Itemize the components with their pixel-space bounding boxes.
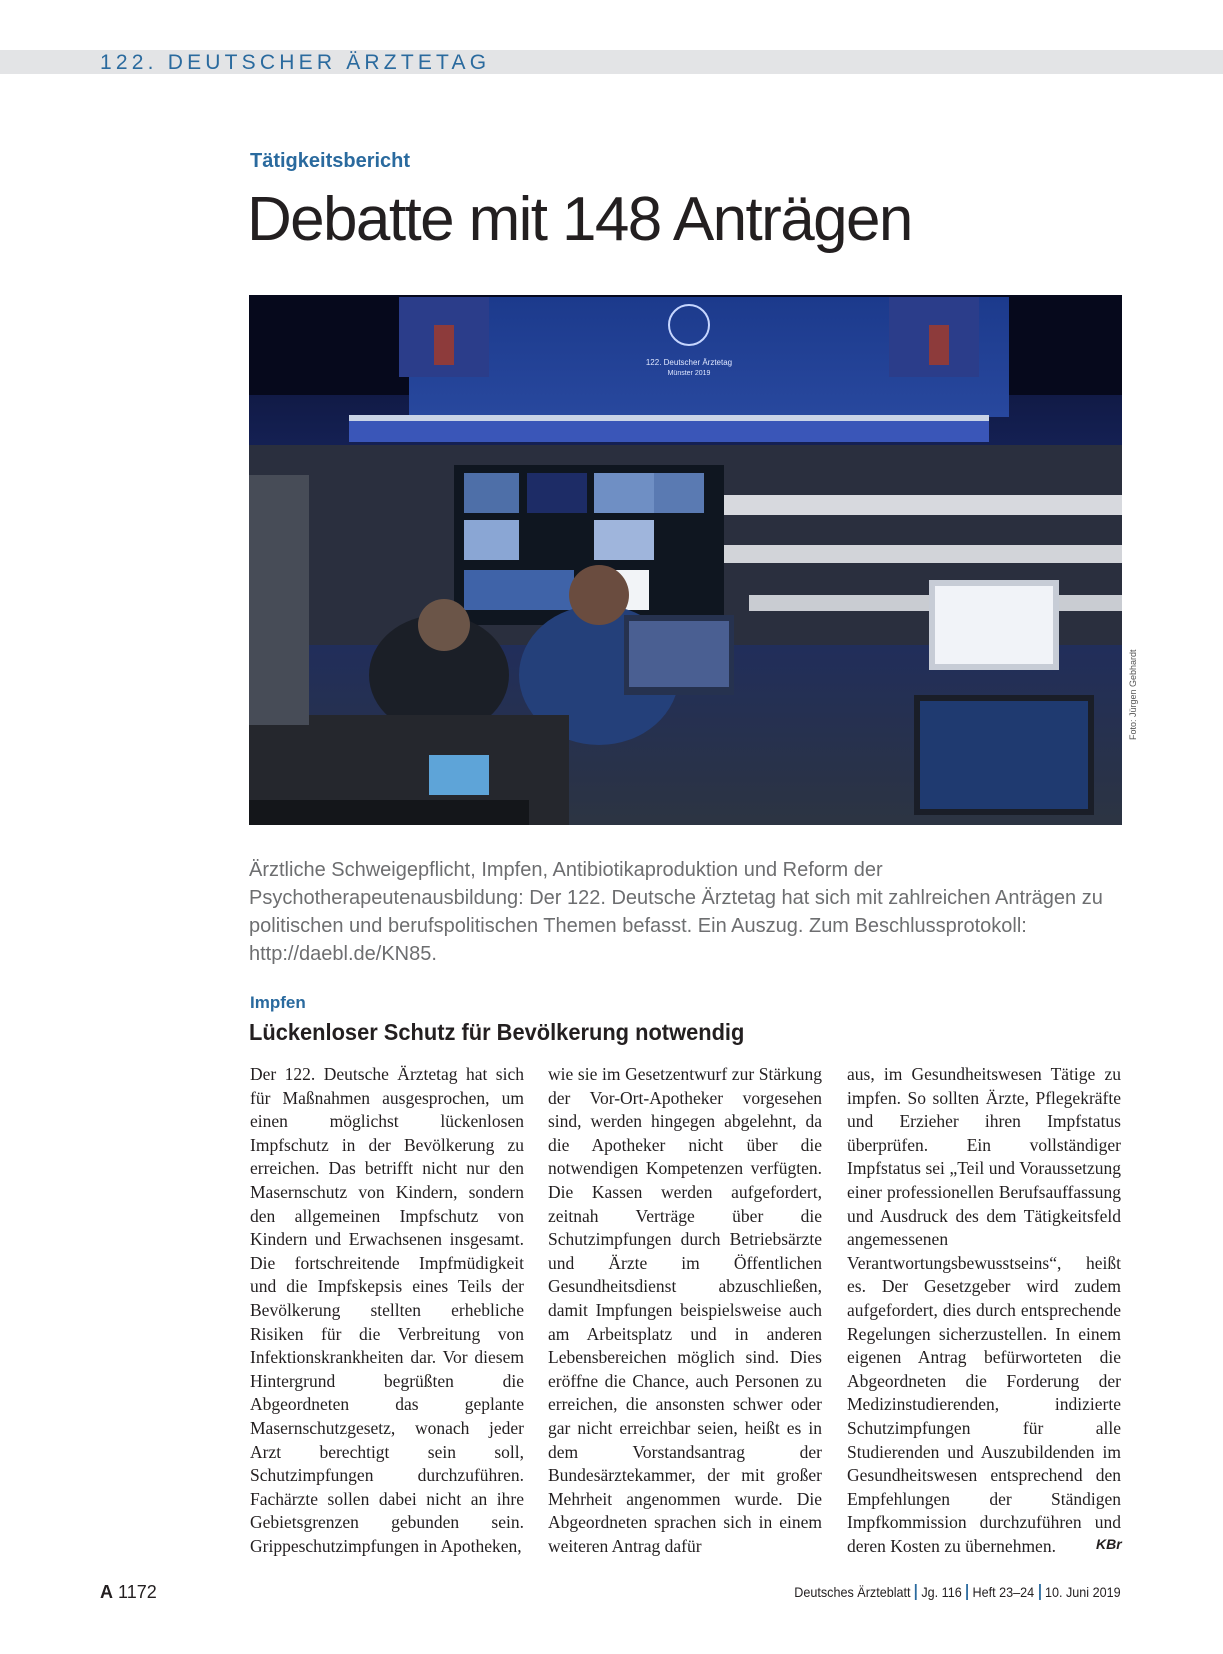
footer-separator (1039, 1584, 1041, 1600)
conference-hall-photo (249, 295, 1122, 825)
page-number-value: 1172 (118, 1582, 157, 1602)
body-column-3: aus, im Gesundheitswesen Tätige zu impfen. So sollten Ärzte, Pflegekräfte und Erzieher ihren Impfstatus überprüfen. Ein vollständiger Impfstatus sei „Teil und Voraussetzung einer professionellen Berufsauffassung und Ausdruck des dem Tätigkeitsfeld angemessenen Verantwortungsbewusstseins“, heißt es. Der Gesetzgeber wird zudem aufgefordert, dies durch entsprechende Regelungen sicherzustellen. In einem eigenen Antrag befürworteten die Abgeordneten die Forderung der Medizinstudierenden, indizierte Schutzimpfungen für alle Studierenden und Auszubildenden im Gesundheitswesen entsprechend den Empfehlungen der Ständigen Impfkommission durchzuführen und deren Kosten zu übernehmen. (847, 1064, 1121, 1556)
author-initials: KBr (1096, 1536, 1122, 1552)
article-kicker: Tätigkeitsbericht (250, 150, 411, 172)
photo-screen-text-1: 122. Deutscher Ärztetag (645, 358, 733, 367)
section-title: Lückenloser Schutz für Bevölkerung notwendig (249, 1019, 745, 1045)
running-header-title: 122. DEUTSCHER ÄRZTETAG (100, 51, 491, 74)
page-number (100, 1582, 157, 1603)
photo-screen-text-2: Münster 2019 (667, 370, 711, 377)
footer-separator (915, 1584, 917, 1600)
article-lead: Ärztliche Schweigepflicht, Impfen, Antibiotikaproduktion und Reform der Psychotherapeutenausbildung: Der 122. Deutsche Ärztetag hat sich mit zahlreichen Anträgen zu politischen und berufspolitischen Themen befasst. Ein Auszug. Zum Beschlussprotokoll: http://daebl.de/KN85. (249, 859, 1103, 965)
body-column-2: wie sie im Gesetzentwurf zur Stärkung der Vor-Ort-Apotheker vorgesehen sind, werden hingegen abgelehnt, da die Apotheker nicht über die notwendigen Kompetenzen verfügten. Die Kassen werden aufgefordert, zeitnah Verträge über die Schutzimpfungen durch Betriebsärzte und Ärzte im Öffentlichen Gesundheitsdienst abzuschließen, damit Impfungen beispielsweise auch am Arbeitsplatz und in anderen Lebensbereichen möglich sind. Dies eröffne die Chance, auch Personen zu erreichen, die ansonsten schwer oder gar nicht erreichbar seien, heißt es in dem Vorstandsantrag der Bundesärztekammer, der mit großer Mehrheit angenommen wurde. Die Abgeordneten sprachen sich in einem weiteren Antrag dafür (548, 1064, 822, 1556)
article-photo (249, 295, 1122, 825)
journal-issue: Heft 23–24 (972, 1584, 1035, 1600)
article-title: Debatte mit 148 Anträgen (247, 185, 912, 254)
journal-volume: Jg. 116 (921, 1584, 963, 1600)
photo-credit: Foto: Jürgen Gebhardt (1128, 649, 1138, 740)
footer-separator (967, 1584, 969, 1600)
page-prefix: A (100, 1582, 113, 1602)
journal-footer (795, 1584, 1121, 1600)
running-header-bar (0, 50, 1223, 74)
section-label: Impfen (250, 993, 306, 1012)
body-column-1: Der 122. Deutsche Ärztetag hat sich für Maßnahmen ausgesprochen, um einen möglichst lückenlosen Impfschutz in der Bevölkerung zu erreichen. Das betrifft nicht nur den Masernschutz von Kindern, sondern den allgemeinen Impfschutz von Kindern und Erwachsenen insgesamt. Die fortschreitende Impfmüdigkeit und die Impfskepsis eines Teils der Bevölkerung stellten erhebliche Risiken für die Verbreitung von Infektionskrankheiten dar. Vor diesem Hintergrund begrüßten die Abgeordneten das geplante Masernschutzgesetz, wonach jeder Arzt berechtigt sein soll, Schutzimpfungen durchzuführen. Fachärzte sollen dabei nicht an ihre Gebietsgrenzen gebunden sein. Grippeschutzimpfungen in Apotheken, (250, 1064, 524, 1556)
journal-date: 10. Juni 2019 (1045, 1584, 1121, 1600)
journal-name: Deutsches Ärzteblatt (794, 1584, 911, 1600)
